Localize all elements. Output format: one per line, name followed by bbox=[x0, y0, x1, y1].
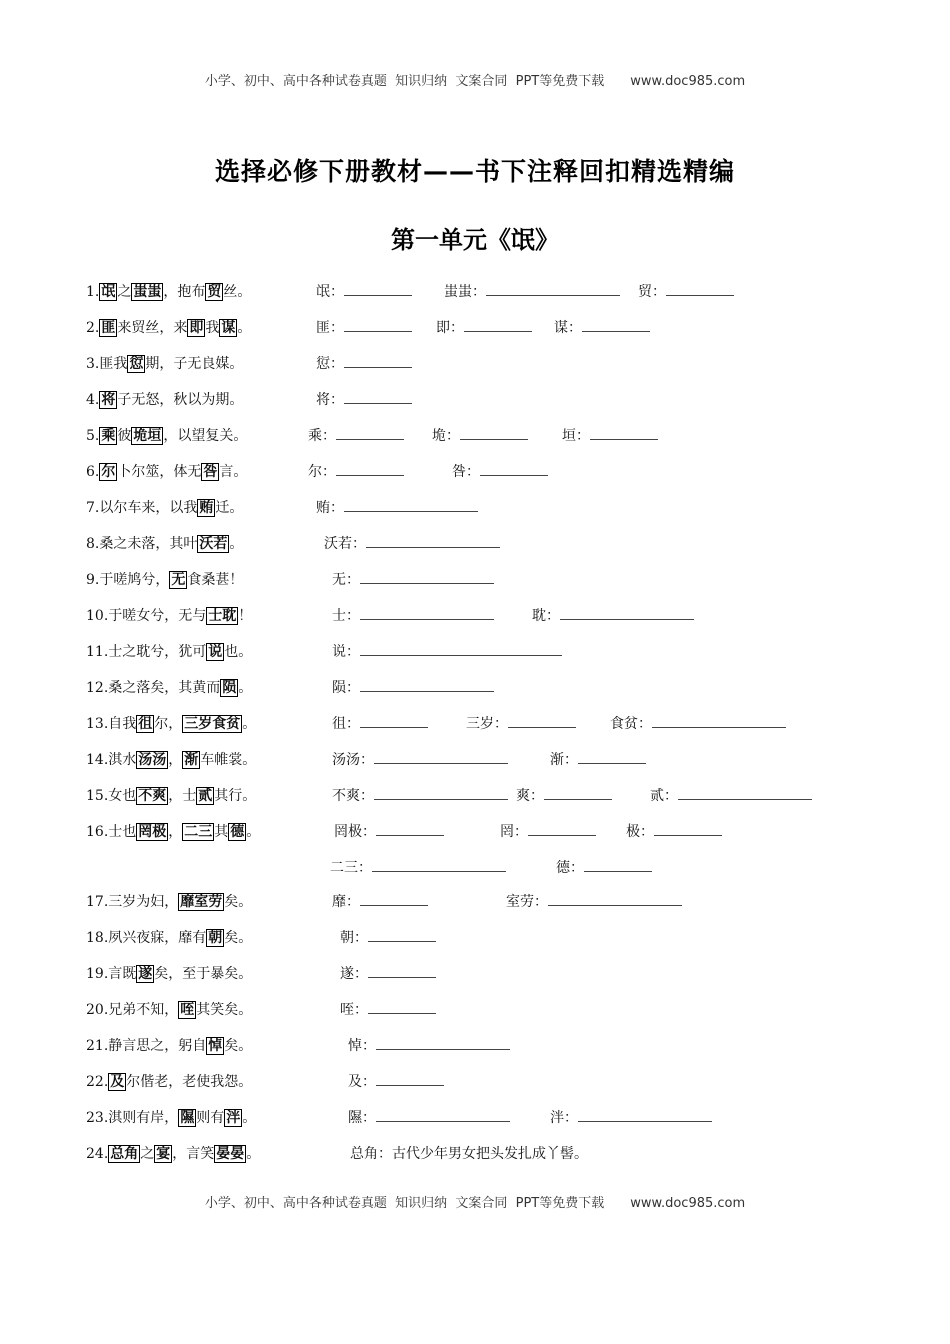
answer-blank[interactable] bbox=[480, 460, 548, 476]
sentence-text: 之 bbox=[140, 1146, 155, 1162]
sentence bbox=[86, 998, 252, 1022]
highlighted-word: 蚩蚩 bbox=[133, 284, 162, 300]
answer-field bbox=[348, 1034, 510, 1058]
sentence bbox=[86, 820, 260, 844]
highlighted-word: 及 bbox=[110, 1074, 125, 1090]
answer-field bbox=[550, 1106, 712, 1130]
answer-label: 二三： bbox=[330, 860, 372, 876]
sentence-text: 车帷裳。 bbox=[200, 752, 257, 768]
answer-label: 不爽： bbox=[332, 788, 374, 804]
sentence-text: 卜尔筮，体无 bbox=[117, 464, 202, 480]
answer-label: 沃若： bbox=[324, 536, 366, 552]
answer-blank[interactable] bbox=[344, 496, 478, 512]
sentence-text: 22. bbox=[86, 1074, 109, 1090]
answer-field bbox=[316, 388, 412, 412]
answer-field bbox=[340, 926, 436, 950]
answer-label: 乘： bbox=[308, 428, 336, 444]
highlighted-word: 徂 bbox=[138, 716, 153, 732]
sentence-text: 食桑葚！ bbox=[187, 572, 244, 588]
sentence-text: ， bbox=[168, 752, 183, 768]
answer-field bbox=[324, 532, 500, 556]
highlighted-word: 汤汤 bbox=[138, 752, 167, 768]
answer-label: 靡： bbox=[332, 894, 360, 910]
highlighted-word: 三岁食贫 bbox=[184, 716, 241, 732]
highlighted-word: 垝垣 bbox=[133, 428, 162, 444]
answer-blank[interactable] bbox=[528, 820, 596, 836]
highlighted-word: 德 bbox=[230, 824, 245, 840]
answer-field bbox=[316, 280, 412, 304]
answer-field bbox=[348, 1106, 510, 1130]
sentence-text: 。 bbox=[242, 716, 257, 732]
answer-blank[interactable] bbox=[376, 1070, 444, 1086]
answer-blank[interactable] bbox=[590, 424, 658, 440]
highlighted-word: 渐 bbox=[184, 752, 199, 768]
answer-blank[interactable] bbox=[344, 316, 412, 332]
answer-label: 三岁： bbox=[466, 716, 508, 732]
answer-field bbox=[332, 568, 494, 592]
sentence-text: 19.言既 bbox=[86, 966, 137, 982]
sentence-text: 。 bbox=[237, 320, 252, 336]
answer-label: 贰： bbox=[650, 788, 678, 804]
sentence-text: 来贸丝，来 bbox=[117, 320, 188, 336]
answer-label: 汤汤： bbox=[332, 752, 374, 768]
sentence-text: 4. bbox=[86, 392, 100, 408]
sentence bbox=[86, 1034, 252, 1058]
sentence-text: 尔， bbox=[154, 716, 183, 732]
answer-blank[interactable] bbox=[544, 784, 612, 800]
sentence-text: 11.士之耽兮，犹可 bbox=[86, 644, 207, 660]
highlighted-word: 贰 bbox=[198, 788, 213, 804]
answer-label: 罔： bbox=[500, 824, 528, 840]
answer-label: 朝： bbox=[340, 930, 368, 946]
sentence-text: 16.士也 bbox=[86, 824, 137, 840]
answer-label: 垝： bbox=[432, 428, 460, 444]
highlighted-word: 匪 bbox=[101, 320, 116, 336]
answer-blank[interactable] bbox=[336, 460, 404, 476]
highlighted-word: 即 bbox=[189, 320, 204, 336]
answer-blank[interactable] bbox=[578, 748, 646, 764]
sentence-text: ！ bbox=[238, 608, 253, 624]
answer-field bbox=[308, 460, 404, 484]
highlighted-word: 罔极 bbox=[138, 824, 167, 840]
answer-field bbox=[332, 604, 494, 628]
answer-field bbox=[332, 712, 428, 736]
answer-label: 士： bbox=[332, 608, 360, 624]
highlighted-word: 尔 bbox=[101, 464, 116, 480]
answer-blank[interactable] bbox=[368, 962, 436, 978]
sentence-text: 我 bbox=[205, 320, 220, 336]
answer-blank[interactable] bbox=[652, 712, 786, 728]
sentence bbox=[86, 1106, 256, 1130]
highlighted-word: 陨 bbox=[222, 680, 237, 696]
answer-label: 总角： bbox=[350, 1146, 392, 1162]
sentence-text: 18.夙兴夜寐，靡有 bbox=[86, 930, 207, 946]
sentence-text: 10.于嗟女兮，无与 bbox=[86, 608, 207, 624]
sentence bbox=[86, 460, 247, 484]
answer-field bbox=[332, 676, 494, 700]
header-text: 小学、初中、高中各种试卷真题 知识归纳 文案合同 PPT等免费下载 bbox=[204, 74, 605, 89]
answer-label: 垣： bbox=[562, 428, 590, 444]
highlighted-word: 沃若 bbox=[199, 536, 228, 552]
answer-text: 古代少年男女把头发扎成丫髻。 bbox=[392, 1146, 588, 1162]
sentence-text: 矣。 bbox=[224, 930, 253, 946]
highlighted-word: 无 bbox=[171, 572, 186, 588]
sentence bbox=[86, 388, 243, 412]
sentence-text: 24. bbox=[86, 1146, 109, 1162]
answer-label: 隰： bbox=[348, 1110, 376, 1126]
sentence-text: 5. bbox=[86, 428, 100, 444]
answer-blank[interactable] bbox=[548, 890, 682, 906]
highlighted-word: 贸 bbox=[207, 284, 222, 300]
sentence-text: 期，子无良媒。 bbox=[145, 356, 244, 372]
sentence-text: 3.匪我 bbox=[86, 356, 128, 372]
highlighted-word: 宴 bbox=[156, 1146, 171, 1162]
answer-field bbox=[506, 890, 682, 914]
answer-label: 遂： bbox=[340, 966, 368, 982]
sentence bbox=[86, 1070, 252, 1094]
document-title: 选择必修下册教材——书下注释回扣精选精编 bbox=[214, 157, 735, 186]
answer-field bbox=[532, 604, 694, 628]
highlighted-word: 咥 bbox=[180, 1002, 195, 1018]
answer-blank[interactable] bbox=[344, 280, 412, 296]
highlighted-word: 将 bbox=[101, 392, 116, 408]
answer-field bbox=[316, 316, 412, 340]
sentence bbox=[86, 316, 251, 340]
answer-field bbox=[330, 856, 506, 880]
answer-blank[interactable] bbox=[582, 316, 650, 332]
highlighted-word: 靡室劳 bbox=[180, 894, 223, 910]
answer-blank[interactable] bbox=[560, 604, 694, 620]
sentence-text: 丝。 bbox=[223, 284, 252, 300]
answer-blank[interactable] bbox=[486, 280, 620, 296]
answer-field bbox=[348, 1070, 444, 1094]
answer-label: 尔： bbox=[308, 464, 336, 480]
sentence bbox=[86, 280, 251, 304]
sentence bbox=[86, 1142, 260, 1166]
answer-field bbox=[556, 856, 652, 880]
answer-label: 将： bbox=[316, 392, 344, 408]
sentence bbox=[86, 352, 243, 376]
answer-label: 极： bbox=[626, 824, 654, 840]
answer-blank[interactable] bbox=[372, 856, 506, 872]
highlighted-word: 二三 bbox=[184, 824, 213, 840]
sentence-text: 8.桑之未落，其叶 bbox=[86, 536, 198, 552]
sentence bbox=[86, 712, 256, 736]
sentence-text: 其 bbox=[214, 824, 229, 840]
highlighted-word: 谋 bbox=[221, 320, 236, 336]
sentence bbox=[86, 532, 243, 556]
answer-field bbox=[550, 748, 646, 772]
answer-blank[interactable] bbox=[360, 604, 494, 620]
answer-field bbox=[554, 316, 650, 340]
highlighted-word: 愆 bbox=[129, 356, 144, 372]
sentence bbox=[86, 640, 252, 664]
answer-label: 咥： bbox=[340, 1002, 368, 1018]
answer-label: 陨： bbox=[332, 680, 360, 696]
sentence-text: ，抱布 bbox=[163, 284, 206, 300]
answer-blank[interactable] bbox=[360, 640, 562, 656]
sentence-text: 。 bbox=[229, 536, 244, 552]
sentence bbox=[86, 568, 243, 592]
answer-label: 德： bbox=[556, 860, 584, 876]
answer-blank[interactable] bbox=[666, 280, 734, 296]
sentence bbox=[86, 784, 256, 808]
answer-field bbox=[316, 496, 478, 520]
answer-field bbox=[436, 316, 532, 340]
highlighted-word: 泮 bbox=[226, 1110, 241, 1126]
answer-field bbox=[316, 352, 412, 376]
sentence bbox=[86, 604, 252, 628]
sentence bbox=[86, 676, 252, 700]
answer-label: 渐： bbox=[550, 752, 578, 768]
answer-blank[interactable] bbox=[344, 388, 412, 404]
sentence-text: 则有 bbox=[196, 1110, 225, 1126]
answer-label: 悼： bbox=[348, 1038, 376, 1054]
answer-label: 耽： bbox=[532, 608, 560, 624]
answer-field bbox=[500, 820, 596, 844]
sentence-text: 15.女也 bbox=[86, 788, 137, 804]
answer-field bbox=[340, 962, 436, 986]
sentence bbox=[86, 748, 256, 772]
answer-label: 愆： bbox=[316, 356, 344, 372]
answer-field bbox=[332, 748, 508, 772]
sentence-text: 13.自我 bbox=[86, 716, 137, 732]
sentence bbox=[86, 926, 252, 950]
sentence-text: 尔偕老，老使我怨。 bbox=[126, 1074, 253, 1090]
answer-blank[interactable] bbox=[376, 1106, 510, 1122]
answer-blank[interactable] bbox=[360, 676, 494, 692]
answer-blank[interactable] bbox=[654, 820, 722, 836]
sentence-text: 2. bbox=[86, 320, 100, 336]
sentence-text: 矣。 bbox=[224, 1038, 253, 1054]
answer-label: 谋： bbox=[554, 320, 582, 336]
unit-title: 第一单元《氓》 bbox=[391, 226, 559, 254]
sentence-text: 迁。 bbox=[215, 500, 244, 516]
sentence-text: 12.桑之落矣，其黄而 bbox=[86, 680, 221, 696]
answer-blank[interactable] bbox=[584, 856, 652, 872]
answer-field bbox=[626, 820, 722, 844]
sentence-text: 17.三岁为妇， bbox=[86, 894, 179, 910]
answer-label: 即： bbox=[436, 320, 464, 336]
answer-field bbox=[466, 712, 576, 736]
sentence-text: 。 bbox=[242, 1110, 257, 1126]
highlighted-word: 咎 bbox=[203, 464, 218, 480]
answer-field bbox=[350, 1142, 588, 1166]
answer-blank[interactable] bbox=[678, 784, 812, 800]
answer-label: 及： bbox=[348, 1074, 376, 1090]
sentence-text: 7.以尔车来，以我 bbox=[86, 500, 198, 516]
sentence-text: 子无怒，秋以为期。 bbox=[117, 392, 244, 408]
answer-label: 无： bbox=[332, 572, 360, 588]
sentence-text: 6. bbox=[86, 464, 100, 480]
highlighted-word: 隰 bbox=[180, 1110, 195, 1126]
answer-field bbox=[516, 784, 612, 808]
answer-blank[interactable] bbox=[368, 998, 436, 1014]
highlighted-word: 悼 bbox=[208, 1038, 223, 1054]
answer-label: 罔极： bbox=[334, 824, 376, 840]
sentence-text: 14.淇水 bbox=[86, 752, 137, 768]
answer-label: 匪： bbox=[316, 320, 344, 336]
answer-label: 贿： bbox=[316, 500, 344, 516]
answer-field bbox=[432, 424, 528, 448]
footer-text: 小学、初中、高中各种试卷真题 知识归纳 文案合同 PPT等免费下载 bbox=[204, 1196, 605, 1211]
answer-field bbox=[562, 424, 658, 448]
sentence-text: 言。 bbox=[219, 464, 248, 480]
answer-label: 泮： bbox=[550, 1110, 578, 1126]
answer-field bbox=[650, 784, 812, 808]
highlighted-word: 乘 bbox=[101, 428, 116, 444]
sentence-text: 。 bbox=[246, 824, 261, 840]
highlighted-word: 士耽 bbox=[208, 608, 237, 624]
answer-blank[interactable] bbox=[460, 424, 528, 440]
sentence-text: 23.淇则有岸， bbox=[86, 1110, 179, 1126]
sentence-text: 之 bbox=[117, 284, 132, 300]
answer-field bbox=[638, 280, 734, 304]
highlighted-word: 贿 bbox=[199, 500, 214, 516]
sentence-text: 21.静言思之，躬自 bbox=[86, 1038, 207, 1054]
answer-blank[interactable] bbox=[578, 1106, 712, 1122]
footer-site: www.doc985.com bbox=[630, 1196, 746, 1211]
answer-blank[interactable] bbox=[336, 424, 404, 440]
answer-blank[interactable] bbox=[360, 568, 494, 584]
sentence-text: ， bbox=[168, 824, 183, 840]
highlighted-word: 说 bbox=[208, 644, 223, 660]
highlighted-word: 氓 bbox=[101, 284, 116, 300]
sentence-text: 。 bbox=[238, 680, 253, 696]
answer-blank[interactable] bbox=[360, 890, 428, 906]
answer-field bbox=[444, 280, 620, 304]
answer-blank[interactable] bbox=[374, 784, 508, 800]
answer-label: 食贫： bbox=[610, 716, 652, 732]
header-site: www.doc985.com bbox=[630, 74, 746, 89]
answer-blank[interactable] bbox=[376, 820, 444, 836]
answer-field bbox=[610, 712, 786, 736]
answer-label: 室劳： bbox=[506, 894, 548, 910]
sentence-text: 也。 bbox=[224, 644, 253, 660]
answer-field bbox=[308, 424, 404, 448]
answer-field bbox=[340, 998, 436, 1022]
answer-label: 徂： bbox=[332, 716, 360, 732]
highlighted-word: 遂 bbox=[138, 966, 153, 982]
sentence bbox=[86, 962, 252, 986]
answer-label: 爽： bbox=[516, 788, 544, 804]
answer-blank[interactable] bbox=[344, 352, 412, 368]
answer-blank[interactable] bbox=[376, 1034, 510, 1050]
highlighted-word: 不爽 bbox=[138, 788, 167, 804]
answer-label: 蚩蚩： bbox=[444, 284, 486, 300]
sentence-text: 20.兄弟不知， bbox=[86, 1002, 179, 1018]
sentence-text: 1. bbox=[86, 284, 100, 300]
answer-field bbox=[332, 640, 562, 664]
answer-blank[interactable] bbox=[464, 316, 532, 332]
answer-label: 氓： bbox=[316, 284, 344, 300]
sentence-text: 。 bbox=[246, 1146, 261, 1162]
highlighted-word: 朝 bbox=[208, 930, 223, 946]
page-header bbox=[0, 70, 950, 89]
sentence bbox=[86, 424, 247, 448]
answer-field bbox=[332, 890, 428, 914]
answer-blank[interactable] bbox=[366, 532, 500, 548]
answer-blank[interactable] bbox=[508, 712, 576, 728]
sentence bbox=[86, 890, 252, 914]
answer-label: 说： bbox=[332, 644, 360, 660]
highlighted-word: 总角 bbox=[110, 1146, 139, 1162]
sentence-text: 彼 bbox=[117, 428, 132, 444]
sentence-text: 其笑矣。 bbox=[196, 1002, 253, 1018]
sentence-text: 其行。 bbox=[214, 788, 257, 804]
page-footer bbox=[0, 1192, 950, 1211]
answer-blank[interactable] bbox=[374, 748, 508, 764]
answer-label: 咎： bbox=[452, 464, 480, 480]
answer-field bbox=[332, 784, 508, 808]
sentence-text: 矣。 bbox=[224, 894, 253, 910]
sentence-text: 矣，至于暴矣。 bbox=[154, 966, 253, 982]
sentence-text: ，士 bbox=[168, 788, 197, 804]
answer-field bbox=[334, 820, 444, 844]
sentence bbox=[86, 496, 243, 520]
answer-blank[interactable] bbox=[360, 712, 428, 728]
sentence-text: ，以望复关。 bbox=[163, 428, 248, 444]
sentence-text: ，言笑 bbox=[172, 1146, 215, 1162]
answer-blank[interactable] bbox=[368, 926, 436, 942]
answer-field bbox=[452, 460, 548, 484]
sentence-text: 9.于嗟鸠兮， bbox=[86, 572, 170, 588]
answer-label: 贸： bbox=[638, 284, 666, 300]
highlighted-word: 晏晏 bbox=[216, 1146, 245, 1162]
